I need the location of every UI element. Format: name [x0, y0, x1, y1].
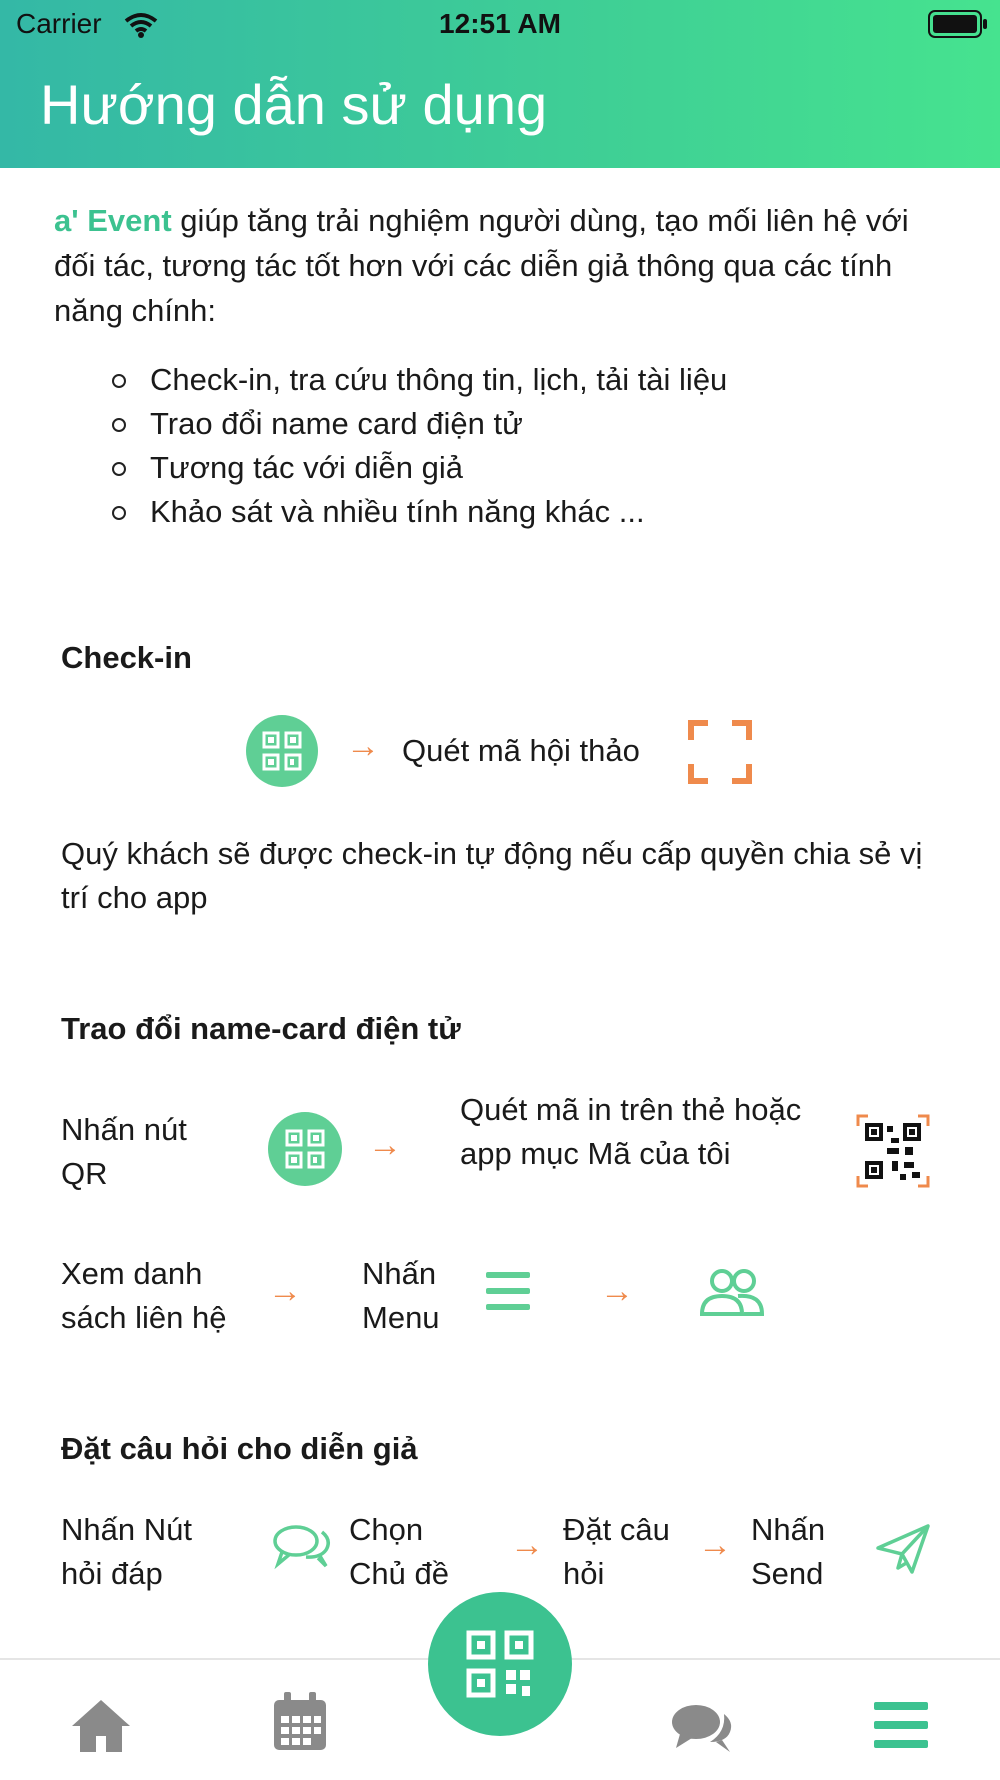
carrier-label: Carrier [16, 8, 102, 39]
home-icon[interactable] [70, 1698, 132, 1754]
feature-item: Tương tác với diễn giả [150, 446, 727, 490]
battery-icon [928, 10, 988, 38]
menu-icon[interactable] [874, 1702, 928, 1748]
namecard-title: Trao đổi name-card điện tử [61, 1011, 461, 1046]
clock: 12:51 AM [439, 8, 561, 39]
arrow-icon: → [698, 1526, 732, 1564]
intro-paragraph [54, 198, 954, 333]
intro-text: giúp tăng trải nghiệm người dùng, tạo mối liên hệ với đối tác, tương tác tốt hơn với các diễn giả thông qua các tính năng chính: [54, 203, 909, 328]
press-send-label: Nhấn Send [751, 1512, 826, 1591]
checkin-title: Check-in [61, 640, 192, 675]
page-title: Hướng dẫn sử dụng [40, 73, 548, 136]
brand-name: a' Event [54, 203, 172, 238]
arrow-icon: → [268, 1272, 302, 1310]
send-icon [876, 1524, 930, 1576]
press-menu-label: Nhấn Menu [362, 1256, 440, 1335]
qr-icon [466, 1630, 534, 1698]
arrow-icon: → [346, 727, 380, 765]
chat-icon[interactable] [670, 1702, 734, 1754]
qr-code-icon [856, 1114, 930, 1188]
contacts-icon [698, 1268, 766, 1318]
feature-item: Check-in, tra cứu thông tin, lịch, tải tài liệu [150, 358, 727, 402]
arrow-icon: → [600, 1272, 634, 1310]
question-title: Đặt câu hỏi cho diễn giả [61, 1431, 418, 1466]
feature-list [150, 358, 727, 534]
press-qr-label: Nhấn nút QR [61, 1112, 187, 1191]
checkin-note: Quý khách sẽ được check-in tự động nếu cấp quyền chia sẻ vị trí cho app [61, 836, 923, 915]
arrow-icon: → [368, 1126, 402, 1164]
scan-event-label: Quét mã hội thảo [402, 733, 640, 768]
feature-item: Khảo sát và nhiều tính năng khác ... [150, 490, 727, 534]
status-bar [0, 0, 1000, 50]
qr-button-icon [246, 715, 318, 787]
chat-icon [272, 1524, 332, 1570]
feature-item: Trao đổi name card điện tử [150, 402, 727, 446]
scan-frame-icon [688, 720, 752, 784]
view-contacts-label: Xem danh sách liên hệ [61, 1256, 227, 1335]
app-header [0, 0, 1000, 168]
qr-scan-button[interactable] [428, 1592, 572, 1736]
arrow-icon: → [510, 1526, 544, 1564]
calendar-icon[interactable] [272, 1692, 328, 1752]
choose-topic-label: Chọn Chủ đề [349, 1512, 449, 1591]
ask-question-label: Đặt câu hỏi [563, 1512, 670, 1591]
press-qa-label: Nhấn Nút hỏi đáp [61, 1512, 192, 1591]
menu-icon [486, 1272, 530, 1310]
scan-card-label: Quét mã in trên thẻ hoặc app mục Mã của tôi [460, 1092, 802, 1171]
qr-button-icon [268, 1112, 342, 1186]
